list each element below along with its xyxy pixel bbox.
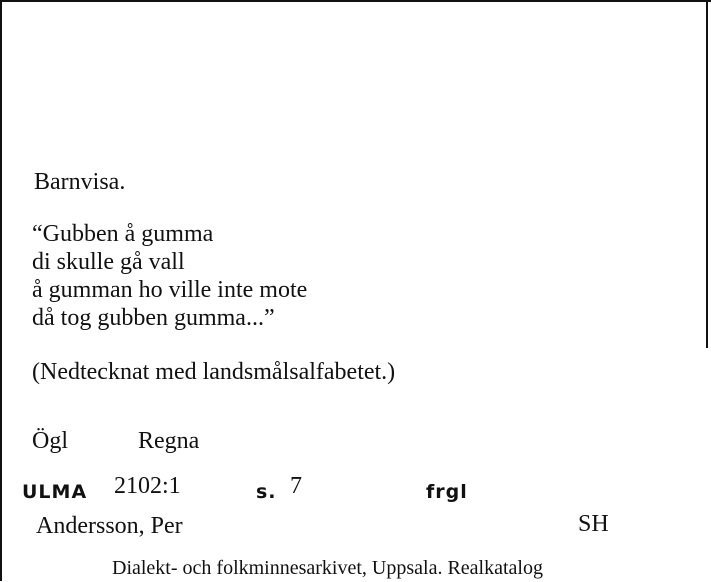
accession-number: 2102:1 — [114, 473, 181, 499]
page-number: 7 — [290, 473, 302, 499]
recorder-initials: SH — [578, 511, 609, 537]
place-label: Ögl — [32, 428, 68, 454]
verse-line: då tog gubben gumma...” — [32, 305, 275, 331]
verse-line: di skulle gå vall — [32, 249, 185, 275]
card-heading: Barnvisa. — [34, 169, 126, 195]
informant-name: Andersson, Per — [36, 513, 183, 539]
verse-line: å gumman ho ville inte mote — [32, 277, 308, 303]
verse-line: “Gubben å gumma — [32, 221, 214, 247]
page-label: s. — [256, 481, 277, 503]
card-right-border — [706, 0, 708, 348]
archive-footer: Dialekt- och folkminnesarkivet, Uppsala. Realkatalog — [112, 557, 543, 579]
category-code: frgl — [426, 481, 468, 503]
transcription-note: (Nedtecknat med landsmålsalfabetet.) — [32, 359, 396, 385]
parish-label: Regna — [138, 428, 200, 454]
archive-code: ULMA — [22, 481, 88, 503]
